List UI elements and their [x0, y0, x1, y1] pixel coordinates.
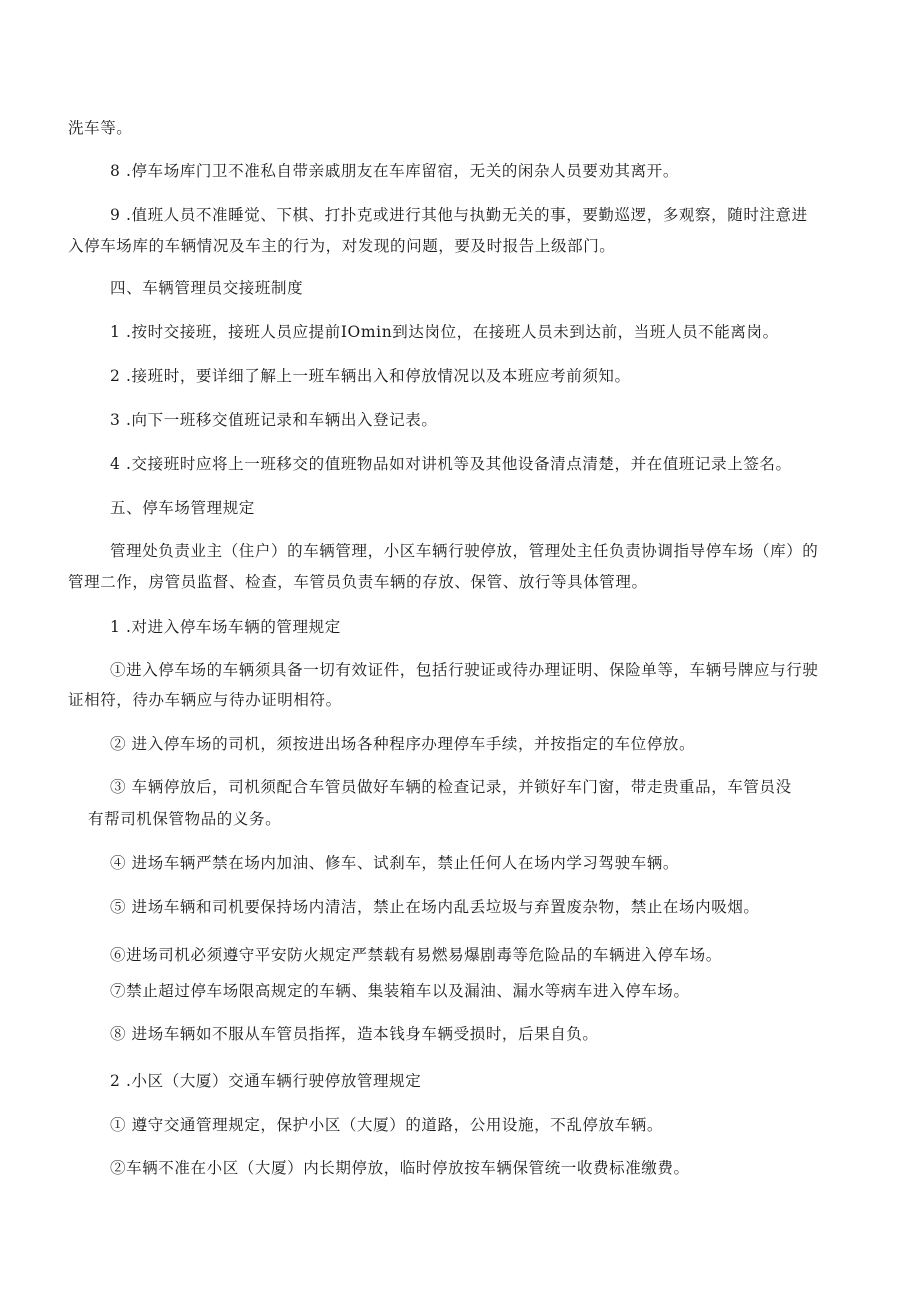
rule-item-8: 8 .停车场库门卫不准私自带亲戚朋友在车库留宿，无关的闲杂人员要劝其离开。	[110, 162, 679, 180]
sub-heading: 1 .对进入停车场车辆的管理规定	[110, 618, 341, 636]
intro-paragraph: 管理处负责业主（住户）的车辆管理，小区车辆行驶停放，管理处主任负责协调指导停车场（库）的	[110, 542, 819, 560]
traffic-rule-2: ②车辆不准在小区（大厦）内长期停放，临时停放按车辆保管统一收费标准缴费。	[110, 1159, 690, 1177]
text-line: 洗车等。	[68, 119, 133, 137]
rule-circled-1: ①进入停车场的车辆须具备一切有效证件，包括行驶证或待办理证明、保险单等，车辆号牌应与行驶	[110, 661, 819, 679]
rule-circled-6: ⑥进场司机必须遵守平安防火规定严禁载有易燃易爆剧毒等危险品的车辆进入停车场。	[110, 946, 722, 964]
section-heading: 五、停车场管理规定	[110, 499, 255, 517]
shift-rule-2: 2 .接班时，要详细了解上一班车辆出入和停放情况以及本班应考前须知。	[110, 367, 631, 385]
shift-rule-1: 1 .按时交接班，接班人员应提前IOmin到达岗位，在接班人员未到达前，当班人员不能离岗。	[110, 323, 779, 341]
text-line: 管理二作，房管员监督、检查，车管员负责车辆的存放、保管、放行等具体管理。	[68, 573, 648, 591]
shift-rule-4: 4 .交接班时应将上一班移交的值班物品如对讲机等及其他设备清点清楚，并在值班记录上签名。	[110, 455, 792, 473]
text-line: 证相符，待办车辆应与待办证明相符。	[68, 691, 342, 709]
rule-circled-4: ④ 进场车辆严禁在场内加油、修车、试刹车，禁止任何人在场内学习驾驶车辆。	[110, 854, 680, 872]
rule-circled-2: ② 进入停车场的司机，须按进出场各种程序办理停车手续，并按指定的车位停放。	[110, 735, 696, 753]
rule-circled-7: ⑦禁止超过停车场限高规定的车辆、集装箱车以及漏油、漏水等病车进入停车场。	[110, 982, 690, 1000]
sub-heading: 2 .小区（大厦）交通车辆行驶停放管理规定	[110, 1072, 422, 1090]
text-line: 入停车场库的车辆情况及车主的行为，对发现的问题，要及时报告上级部门。	[68, 237, 616, 255]
rule-circled-5: ⑤ 进场车辆和司机要保持场内清洁，禁止在场内乱丢垃圾与弃置废杂物，禁止在场内吸烟。	[110, 898, 760, 916]
traffic-rule-1: ① 遵守交通管理规定，保护小区（大厦）的道路，公用设施，不乱停放车辆。	[110, 1116, 663, 1134]
rule-circled-3: ③ 车辆停放后，司机须配合车管员做好车辆的检查记录，并锁好车门窗，带走贵重品，车管员没	[110, 778, 792, 796]
section-heading: 四、车辆管理员交接班制度	[110, 279, 304, 297]
rule-item-9: 9 .值班人员不准睡觉、下棋、打扑克或进行其他与执勤无关的事，要勤巡逻，多观察，随时注意进	[110, 206, 808, 224]
shift-rule-3: 3 .向下一班移交值班记录和车辆出入登记表。	[110, 411, 438, 429]
rule-circled-8: ⑧ 进场车辆如不服从车管员指挥，造本钱身车辆受损时，后果自负。	[110, 1025, 599, 1043]
text-line: 有帮司机保管物品的义务。	[88, 810, 282, 828]
